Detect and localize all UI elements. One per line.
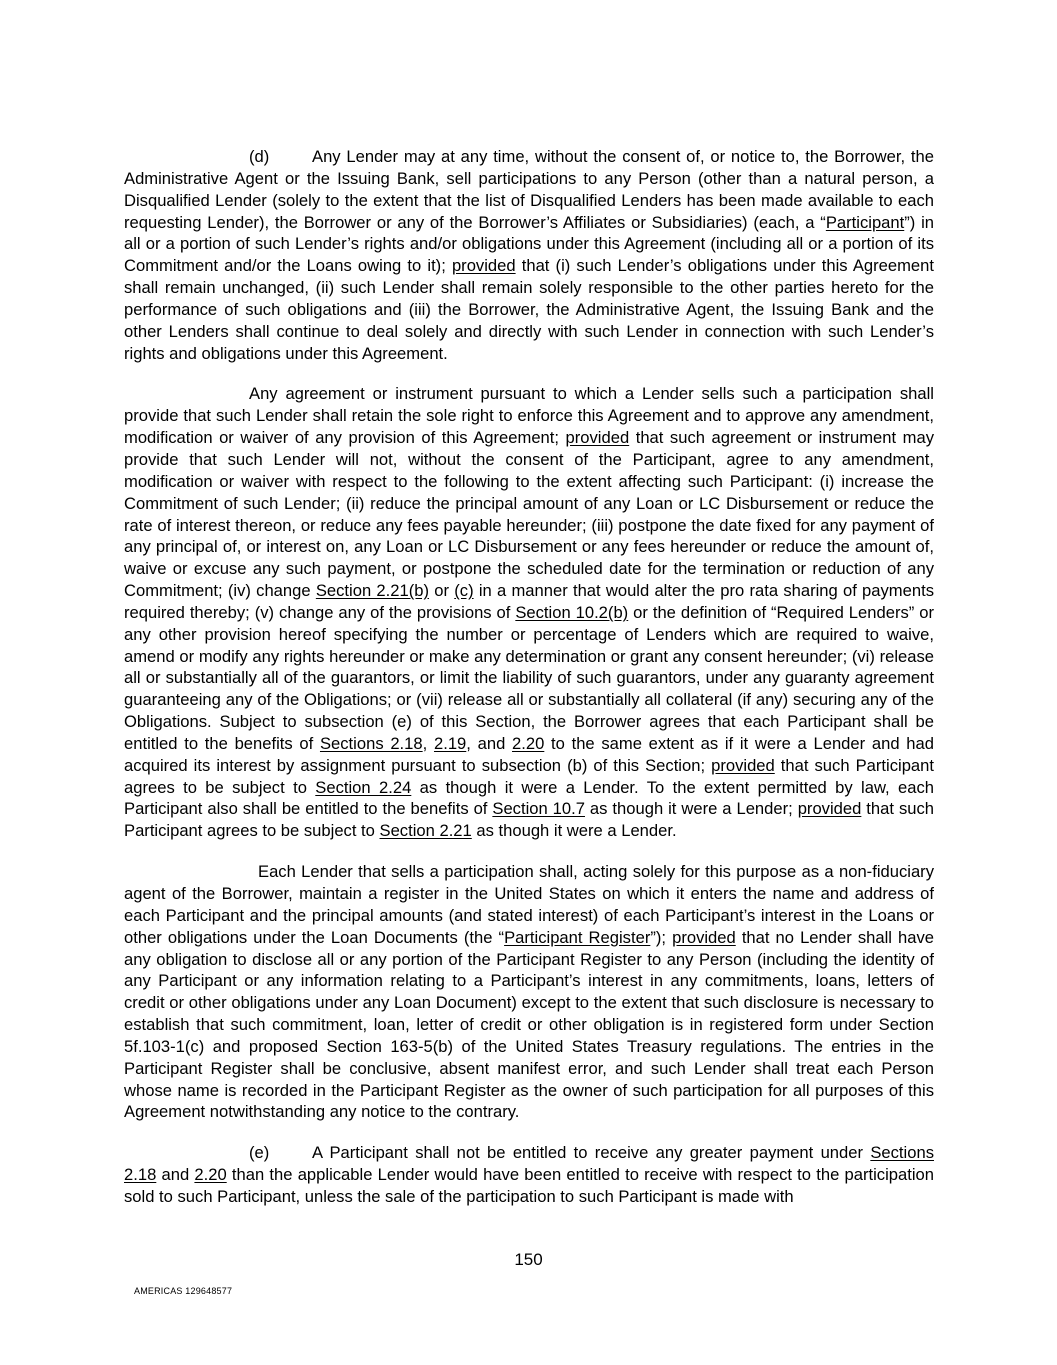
- section-reference: Section 2.21(b): [315, 581, 430, 601]
- text-run: ,: [422, 733, 434, 753]
- defined-term: Participant: [825, 212, 905, 232]
- text-run: that no Lender shall have any obligation to disclose all or any portion of the Participant Register to any Person (including the identity of any Participant or any information relating to a Participant’s interest in any commitments, loans, letters of credit or other obligations under any Loan Document) except to the extent that such disclosure is necessary to establish that such commitment, loan, letter of credit or other obligation is in registered form under Section 5f.103-1(c) and proposed Section 163-5(b) of the United States Treasury regulations. The entries in the Participant Register shall be conclusive, absent manifest error, and such Lender shall treat each Person whose name is recorded in the Participant Register as the owner of such participation for all purposes of this Agreement notwithstanding any notice to the contrary.: [124, 927, 934, 1122]
- text-run: as though it were a Lender.: [471, 821, 677, 841]
- text-run: ”) in all or a portion of such Lender’s rights and/or obligations under this Agreement (including all or a portion of its Commitment and/or the Loans owing to it);: [124, 212, 935, 276]
- paragraph-e: [124, 1142, 934, 1208]
- underlined-term: provided: [797, 799, 862, 819]
- text-run: or the definition of “Required Lenders” or any other provision hereof specifying the number or percentage of Lenders which are required to waive, amend or modify any rights hereunder or make any determination or grant any consent hereunder; (vi) release all or substantially all of the guarantors, or limit the liability of such guarantors, under any guaranty agreement guaranteeing any of the Obligations; or (vii) release all or substantially all collateral (if any) securing any of the Obligations. Subject to subsection (e) of this Section, the Borrower agrees that each Participant shall be entitled to the benefits of: [124, 602, 935, 753]
- text-run: in a manner that would alter the pro rata sharing of payments required thereby; (v) change any of the provisions of: [124, 581, 934, 622]
- text-run: as though it were a Lender;: [584, 799, 798, 819]
- text-run: that such Participant agrees to be subject to: [124, 755, 934, 797]
- section-reference: 2.19: [433, 733, 467, 753]
- paragraph-participant-register: [124, 861, 934, 1123]
- underlined-term: provided: [565, 428, 630, 448]
- paragraph-participation-agreement: [124, 383, 934, 842]
- document-body: [124, 146, 934, 1227]
- text-run: to the same extent as if it were a Lender and had acquired its interest by assignment pursuant to subsection (b) of this Section;: [124, 733, 934, 775]
- clause-number: (d): [249, 147, 270, 166]
- clause-number: (e): [249, 1143, 270, 1163]
- section-reference: Section 2.21: [379, 821, 472, 841]
- underlined-term: provided: [451, 256, 516, 276]
- section-reference: Sections 2.18: [319, 733, 423, 753]
- text-run: ”);: [650, 927, 673, 947]
- text-run: than the applicable Lender would have been entitled to receive with respect to the participation sold to such Participant, unless the sale of the participation to such Participant is made with: [124, 1165, 934, 1206]
- text-run: as though it were a Lender. To the extent permitted by law, each Participant also shall be entitled to the benefits of: [124, 777, 934, 819]
- text-run: or: [429, 581, 455, 601]
- underlined-term: provided: [672, 927, 736, 947]
- text-run: Each Lender that sells a participation shall, acting solely for this purpose as a non-fiduciary agent of the Borrower, maintain a register in the United States on which it enters the name and address of each Participant and the principal amounts (and stated interest) of each Participant’s interest in the Loans or other obligations under the Loan Documents (the “: [124, 862, 934, 947]
- paragraph-d: [124, 146, 934, 364]
- text-run: A Participant shall not be entitled to receive any greater payment under: [312, 1143, 871, 1163]
- text-run: Any agreement or instrument pursuant to which a Lender sells such a participation shall provide that such Lender shall retain the sole right to enforce this Agreement and to approve any amendment, modification or waiver of any provision of this Agreement;: [124, 384, 934, 448]
- text-run: that such Participant agrees to be subject to: [124, 799, 934, 841]
- text-run: and: [156, 1165, 195, 1185]
- text-run: Any Lender may at any time, without the consent of, or notice to, the Borrower, the Administrative Agent or the Issuing Bank, sell participations to any Person (other than a natural person, a Disqualified Lender (solely to the extent that the list of Disqualified Lenders has been made available to each requesting Lender), the Borrower or any of the Borrower’s Affiliates or Subsidiaries) (each, a “: [124, 147, 934, 232]
- document-id: AMERICAS 129648577: [134, 1286, 233, 1296]
- text-run: that such agreement or instrument may provide that such Lender will not, without the consent of the Participant, agree to any amendment, modification or waiver with respect to the following to the extent affecting such Participant: (i) increase the Commitment of such Lender; (ii) reduce the principal amount of any Loan or LC Disbursement or reduce the rate of interest thereon, or reduce any fees payable hereunder; (iii) postpone the date fixed for any payment of any principal of, or interest on, any Loan or LC Disbursement or any fees hereunder or reduce the amount of, waive or excuse any such payment, or postpone the scheduled date for the termination or reduction of any Commitment; (iv) change: [124, 428, 934, 601]
- section-reference: (c): [454, 581, 474, 601]
- section-reference: Section 10.7: [492, 799, 585, 819]
- text-run: that (i) such Lender’s obligations under this Agreement shall remain unchanged, (ii) such Lender shall remain solely responsible to the other parties hereto for the performance of such obligations and (iii) the Borrower, the Administrative Agent, the Issuing Bank and the other Lenders shall continue to deal solely and directly with such Lender in connection with such Lender’s rights and obligations under this Agreement.: [124, 256, 934, 363]
- defined-term: Participant Register: [504, 927, 651, 947]
- page-number: 150: [514, 1250, 543, 1269]
- section-reference: Section 10.2(b): [515, 602, 629, 622]
- text-run: , and: [466, 733, 513, 753]
- section-reference: Sections 2.18: [124, 1143, 934, 1185]
- section-reference: 2.20: [512, 733, 545, 753]
- section-reference: 2.20: [194, 1165, 227, 1185]
- section-reference: Section 2.24: [315, 777, 412, 797]
- underlined-term: provided: [711, 755, 775, 775]
